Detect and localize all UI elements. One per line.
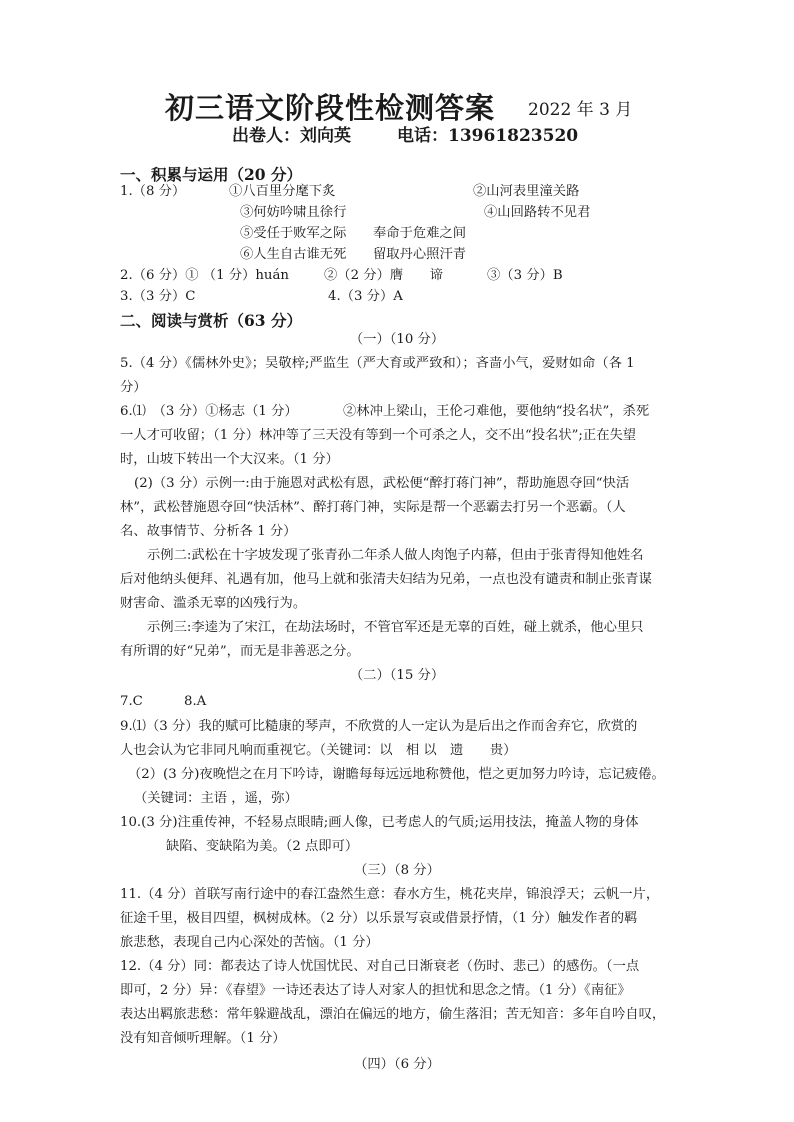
document-date: 2022 年 3 月 bbox=[528, 100, 633, 120]
q6-line-4: (2)（3 分）示例一:由于施恩对武松有恩，武松便“醉打蒋门神”，帮助施恩夺回“快活 bbox=[134, 476, 630, 491]
section-heading-2: 二、阅读与赏析（63 分） bbox=[120, 311, 302, 330]
q6-line-2: 一人才可收留；（1 分）林冲等了三天没有等到一个可杀之人，交不出“投名状”;正在失望 bbox=[120, 428, 637, 443]
q12-line-2: 即可，2 分）异：《春望》一诗还表达了诗人对家人的担忧和思念之情。（1 分）《南征》 bbox=[120, 983, 631, 998]
q6-line-11: 有所谓的好“兄弟”，而无是非善恶之分。 bbox=[120, 644, 360, 659]
q6-line-10: 示例三:李逵为了宋江，在劫法场时，不管官军还是无辜的百姓，碰上就杀，他心里只 bbox=[147, 620, 644, 635]
part-heading-1: （一）（10 分） bbox=[349, 332, 445, 347]
q10-line-2: 缺陷、变缺陷为美。（2 点即可） bbox=[166, 839, 359, 854]
q6-line-3: 时，山坡下转出一个大汉来。（1 分） bbox=[120, 452, 339, 467]
q10-line-1: 10.(3 分)注重传神，不轻易点眼睛;画人像，已考虑人的气质;运用技法，掩盖人物的身体 bbox=[120, 815, 639, 830]
document-title: 初三语文阶段性检测答案 bbox=[165, 91, 496, 125]
q2-part2: ②（2 分）膺 谛 bbox=[324, 268, 444, 283]
q1-answer-6: ⑥人生自古谁无死 留取丹心照汗青 bbox=[240, 247, 467, 262]
q9-line-1: 9.⑴（3 分）我的赋可比糙康的琴声，不欣赏的人一定认为是后出之作而舍弃它，欣赏的 bbox=[120, 719, 638, 734]
author-name: 出卷人：刘向英 bbox=[232, 126, 351, 146]
q4-answer: 4.（3 分）A bbox=[328, 289, 403, 304]
q6-line-1b: ②林冲上梁山，王伦刁难他，要他纳“投名状”，杀死 bbox=[343, 404, 650, 419]
q9-line-2: 人也会认为它非同凡响而重视它。（关键词：以 相 以 遗 贵） bbox=[120, 743, 517, 758]
q5-line-2: 分） bbox=[120, 380, 147, 395]
q5-line-1: 5.（4 分）《儒林外史》；吴敬梓;严监生（严大育或严致和）；吝啬小气，爱财如命（各 1 bbox=[120, 356, 635, 371]
q12-line-3: 表达出羁旅悲愁：常年躲避战乱，漂泊在偏远的地方，偷生落泪；苦无知音：多年自吟自叹， bbox=[120, 1007, 666, 1022]
q2-part1: 2.（6 分）① （1 分）huán bbox=[120, 268, 289, 283]
q6-line-9: 财害命、滥杀无辜的凶残行为。 bbox=[120, 596, 307, 611]
author-phone: 电话：13961823520 bbox=[397, 126, 579, 146]
q6-line-1a: 6.⑴ （3 分）①杨志（1 分） bbox=[120, 404, 298, 419]
q1-answer-5: ⑤受任于败军之际 奉命于危难之间 bbox=[240, 226, 467, 241]
part-heading-4: （四）（6 分） bbox=[354, 1057, 440, 1072]
q9-line-4: （关键词：主语 ，遥，弥） bbox=[134, 791, 298, 806]
q9-line-3: （2）(3 分)夜晚恺之在月下吟诗，谢瞻每每远远地称赞他，恺之更加努力吟诗，忘记疲倦。 bbox=[128, 767, 665, 782]
q8-answer: 8.A bbox=[184, 694, 207, 709]
q6-line-6: 名、故事情节、分析各 1 分） bbox=[120, 524, 297, 539]
q7-answer: 7.C bbox=[120, 694, 143, 709]
section-heading-1: 一、积累与运用（20 分） bbox=[120, 165, 302, 184]
author-line bbox=[232, 121, 578, 146]
q1-answer-1: ①八百里分麾下炙 bbox=[229, 184, 336, 199]
q1-answer-2: ②山河表里潼关路 bbox=[473, 184, 580, 199]
q11-line-2: 征途千里，极目四望，枫树成林。（2 分）以乐景写哀或借景抒情，（1 分）触发作者的羁 bbox=[120, 911, 638, 926]
q3-answer: 3.（3 分）C bbox=[120, 289, 196, 304]
q2-part3: ③（3 分）B bbox=[487, 268, 563, 283]
q1-answer-4: ④山回路转不见君 bbox=[484, 205, 591, 220]
q12-line-1: 12.（4 分）同：都表达了诗人忧国忧民、对自己日渐衰老（伤时、悲己）的感伤。（一点 bbox=[120, 959, 640, 974]
q1-answer-3: ③何妨吟啸且徐行 bbox=[240, 205, 347, 220]
q6-line-5: 林”，武松替施恩夺回“快活林”、醉打蒋门神，实际是帮一个恶霸去打另一个恶霸。（人 bbox=[120, 500, 626, 515]
q11-line-1: 11.（4 分）首联写南行途中的春江盎然生意：春水方生，桃花夹岸，锦浪浮天；云帆一片， bbox=[120, 887, 660, 902]
q6-line-8: 后对他纳头便拜、礼遇有加，他马上就和张清夫妇结为兄弟，一点也没有谴责和制止张青谋 bbox=[120, 572, 652, 587]
q1-label: 1.（8 分） bbox=[120, 184, 186, 199]
part-heading-2: （二）（15 分） bbox=[349, 668, 445, 683]
part-heading-3: （三）（8 分） bbox=[354, 863, 440, 878]
q12-line-4: 没有知音倾听理解。（1 分） bbox=[120, 1031, 286, 1046]
q11-line-3: 旅悲愁，表现自己内心深处的苦恼。（1 分） bbox=[120, 935, 379, 950]
q6-line-7: 示例二:武松在十字坡发现了张青孙二年杀人做人肉饱子内幕，但由于张青得知他姓名 bbox=[147, 548, 644, 563]
